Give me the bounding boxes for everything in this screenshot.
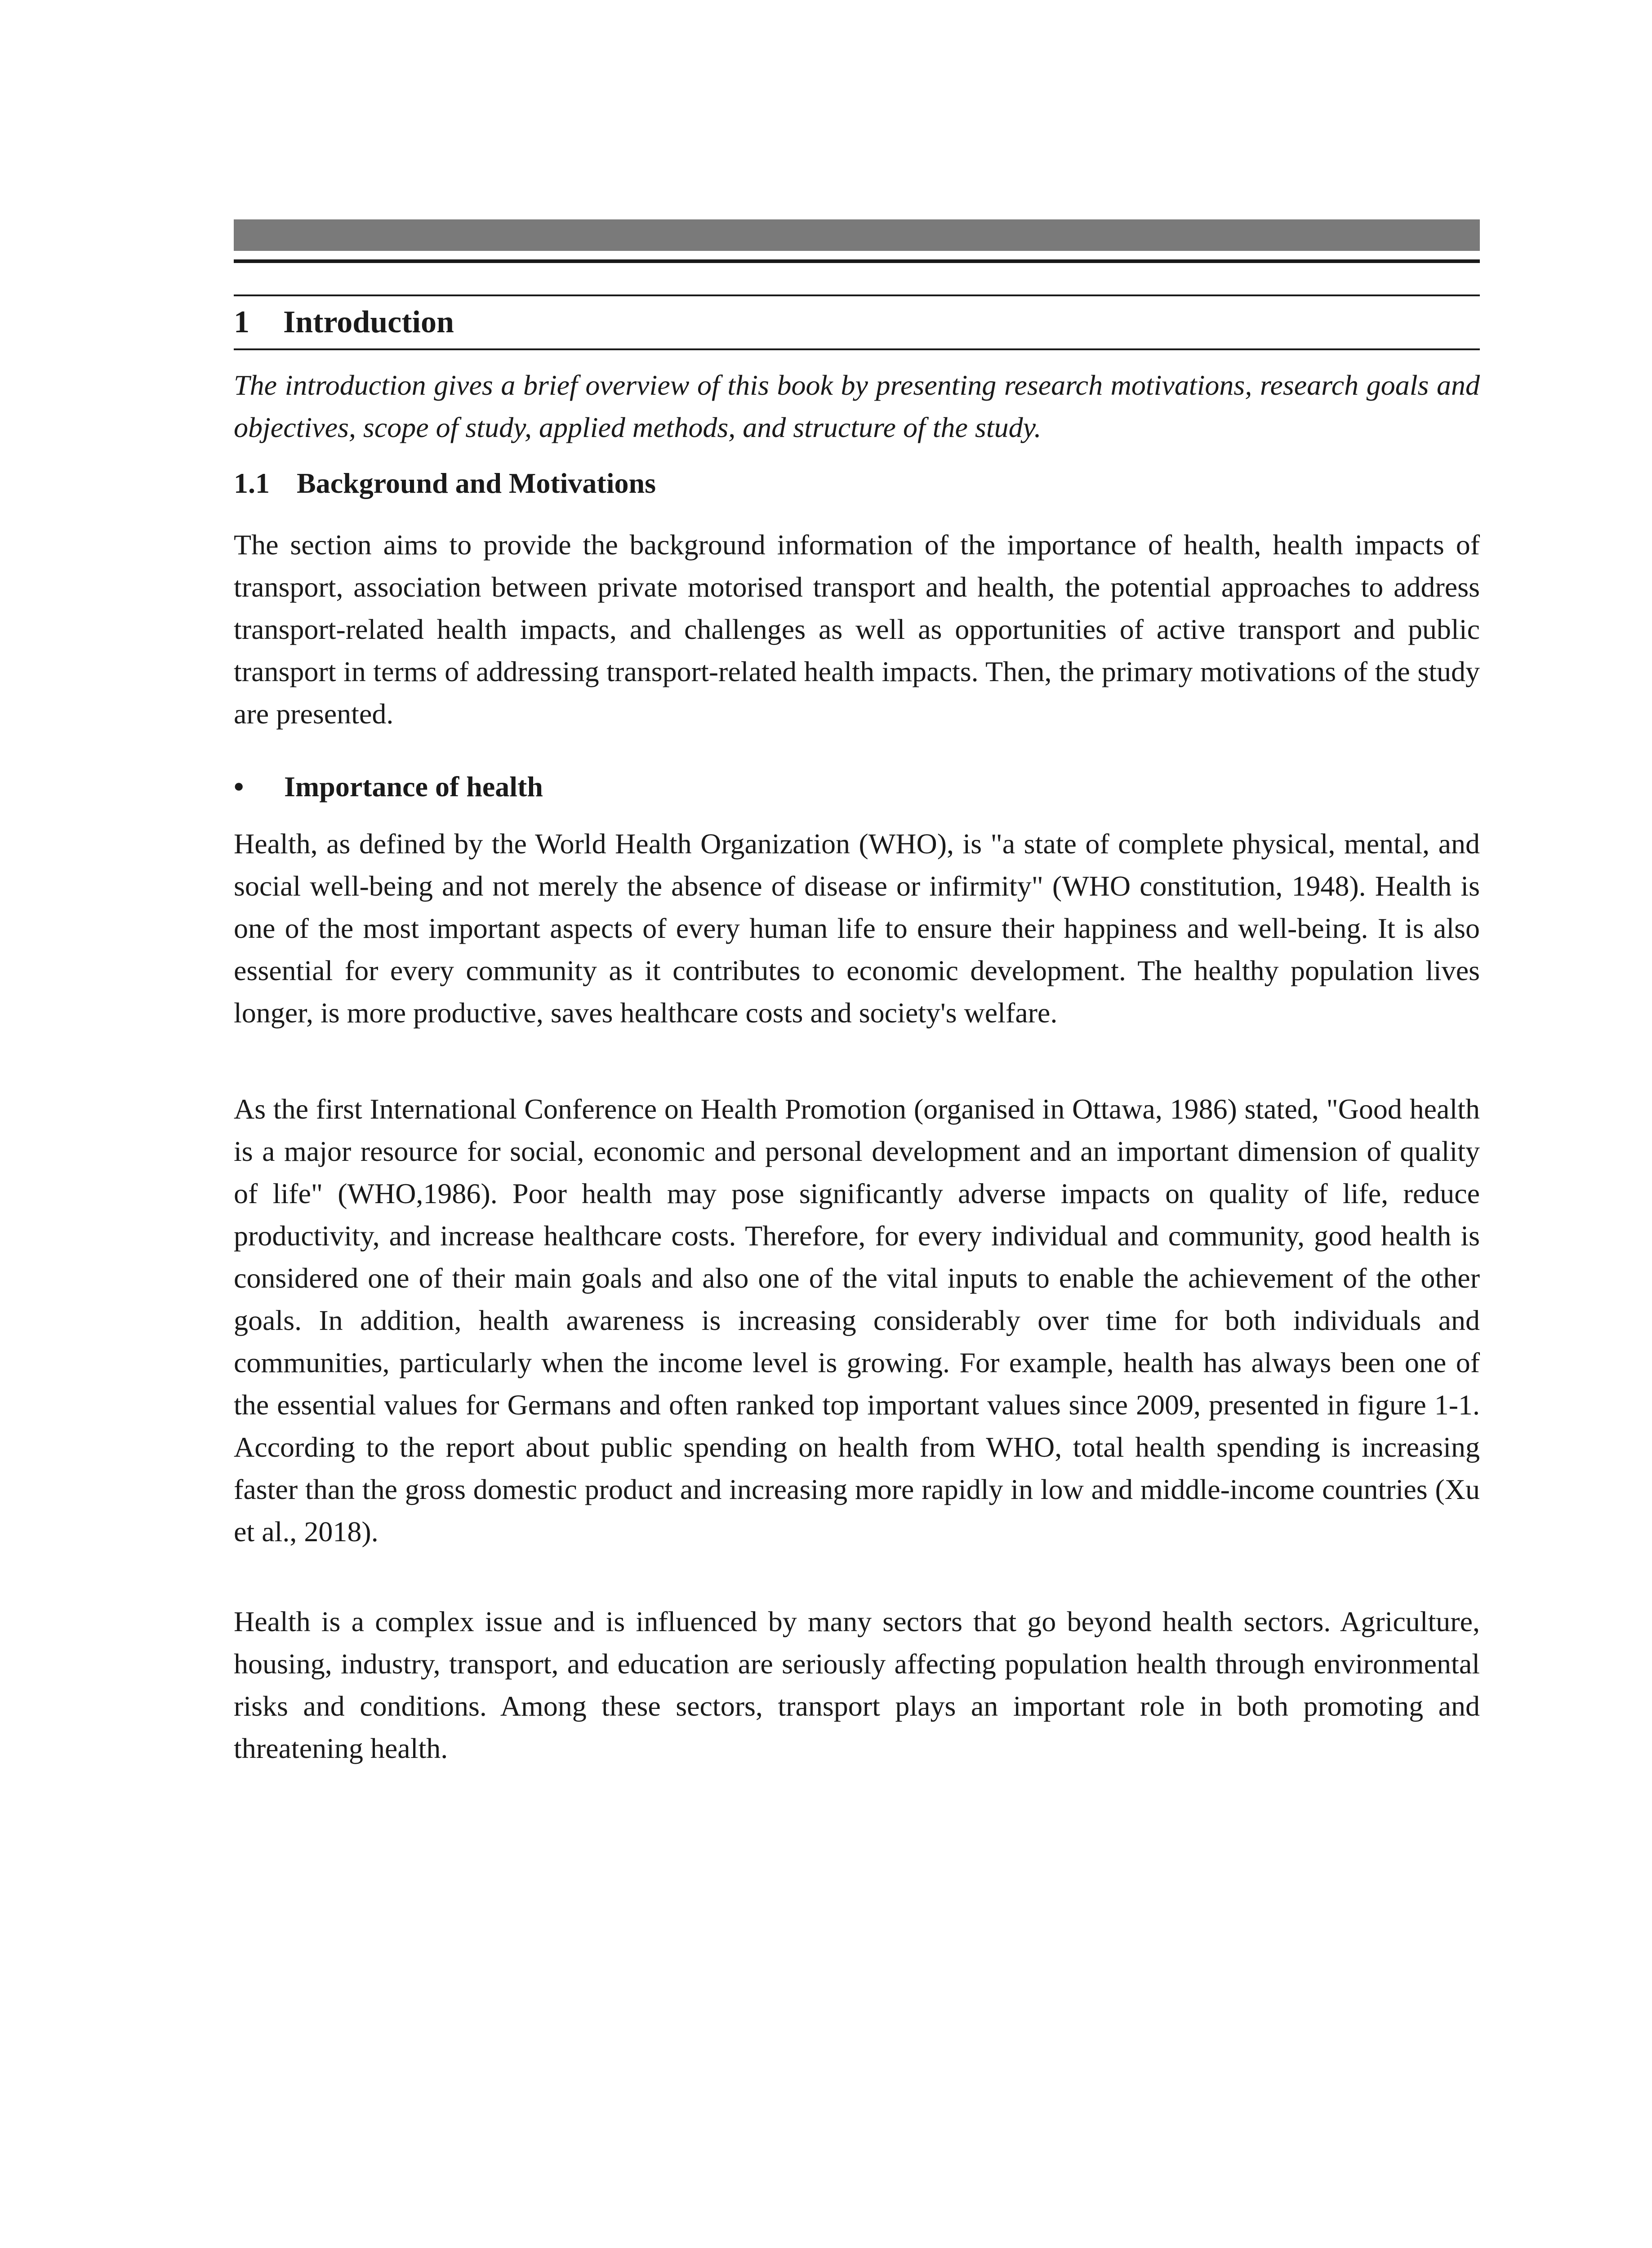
chapter-title-rule-bottom (234, 348, 1480, 350)
header-rule-thick (234, 259, 1480, 263)
chapter-header-band (234, 219, 1480, 251)
section-number: 1.1 (234, 467, 270, 499)
bullet-heading (234, 767, 543, 807)
chapter-title-rule-top (234, 294, 1480, 296)
section-heading (234, 463, 656, 504)
bullet-icon: • (234, 771, 244, 803)
bullet-label: Importance of health (284, 771, 543, 803)
body-paragraph-2: Health, as defined by the World Health Organization (WHO), is "a state of complete physical, mental, and social well-being and not merely the absence of disease or infirmity" (WHO constitution, 1948). Health is one of the most important aspects of every human life to ensure their happiness and well-being. It is also essential for every community as it contributes to economic development. The healthy population lives longer, is more productive, saves healthcare costs and society's welfare. (234, 828, 1480, 1029)
body-paragraph-3: As the first International Conference on Health Promotion (organised in Ottawa, 1986) stated, "Good health is a major resource for social, economic and personal development and an important dimension of quality of life" (WHO,1986). Poor health may pose significantly adverse impacts on quality of life, reduce productivity, and increase healthcare costs. Therefore, for every individual and community, good health is considered one of their main goals and also one of the vital inputs to enable the achievement of the other goals. In addition, health awareness is increasing considerably over time for both individuals and communities, particularly when the income level is growing. For example, health has always been one of the essential values for Germans and often ranked top important values since 2009, presented in figure 1-1. According to the report about public spending on health from WHO, total health spending is increasing faster than the gross domestic product and increasing more rapidly in low and middle-income countries (Xu et al., 2018). (234, 1093, 1480, 1548)
body-paragraph-1: The section aims to provide the background information of the importance of health, health impacts of transport, association between private motorised transport and health, the potential approaches to address transport-related health impacts, and challenges as well as opportunities of active transport and public transport in terms of addressing transport-related health impacts. Then, the primary motivations of the study are presented. (234, 529, 1480, 730)
section-title: Background and Motivations (297, 467, 656, 499)
page-number (234, 2244, 1480, 2248)
body-paragraph-4: Health is a complex issue and is influenced by many sectors that go beyond health sectors. Agriculture, housing, industry, transport, and education are seriously affecting population health through environmental risks and conditions. Among these sectors, transport plays an important role in both promoting and threatening health. (234, 1606, 1480, 1764)
chapter-title: Introduction (283, 305, 454, 339)
chapter-number: 1 (234, 305, 249, 339)
chapter-abstract: The introduction gives a brief overview of this book by presenting research motivations, research goals and objectives, scope of study, applied methods, and structure of the study. (234, 369, 1480, 443)
chapter-heading (234, 302, 454, 343)
